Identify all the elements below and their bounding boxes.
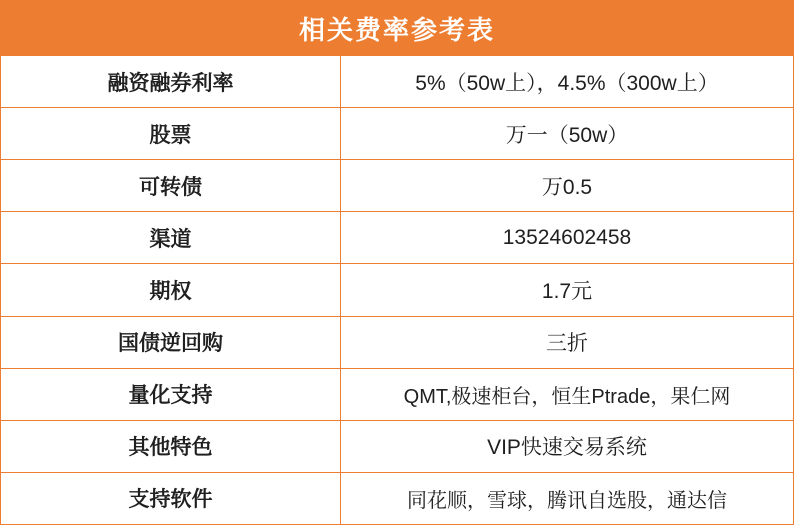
table-row <box>0 421 794 473</box>
row-label: 期权 <box>1 264 341 315</box>
row-value: VIP快速交易系统 <box>487 436 647 460</box>
table-row <box>0 108 794 160</box>
row-value: QMT,极速柜台，恒生Ptrade，果仁网 <box>403 385 731 408</box>
row-label: 股票 <box>1 108 341 159</box>
table-row <box>0 317 794 369</box>
table-body <box>0 56 794 525</box>
row-value: 13524602458 <box>502 225 632 249</box>
row-label: 其他特色 <box>1 421 341 472</box>
row-value: 三折 <box>546 332 588 356</box>
row-label: 支持软件 <box>1 473 341 524</box>
row-value: 万0.5 <box>541 175 593 199</box>
table-row <box>0 160 794 212</box>
row-label: 国债逆回购 <box>1 317 341 368</box>
table-row <box>0 212 794 264</box>
table-row <box>0 56 794 108</box>
table-row <box>0 264 794 316</box>
row-value: 5%（50w上），4.5%（300w上） <box>415 71 719 95</box>
row-label: 量化支持 <box>1 369 341 420</box>
row-label: 渠道 <box>1 212 341 263</box>
row-value: 万一（50w） <box>505 123 629 147</box>
row-value: 1.7元 <box>541 279 593 303</box>
table-title: 相关费率参考表 <box>0 0 794 56</box>
table-row <box>0 369 794 421</box>
row-label: 融资融券利率 <box>1 56 341 107</box>
row-label: 可转债 <box>1 160 341 211</box>
row-value: 同花顺，雪球，腾讯自选股，通达信 <box>407 489 727 512</box>
table-row <box>0 473 794 525</box>
